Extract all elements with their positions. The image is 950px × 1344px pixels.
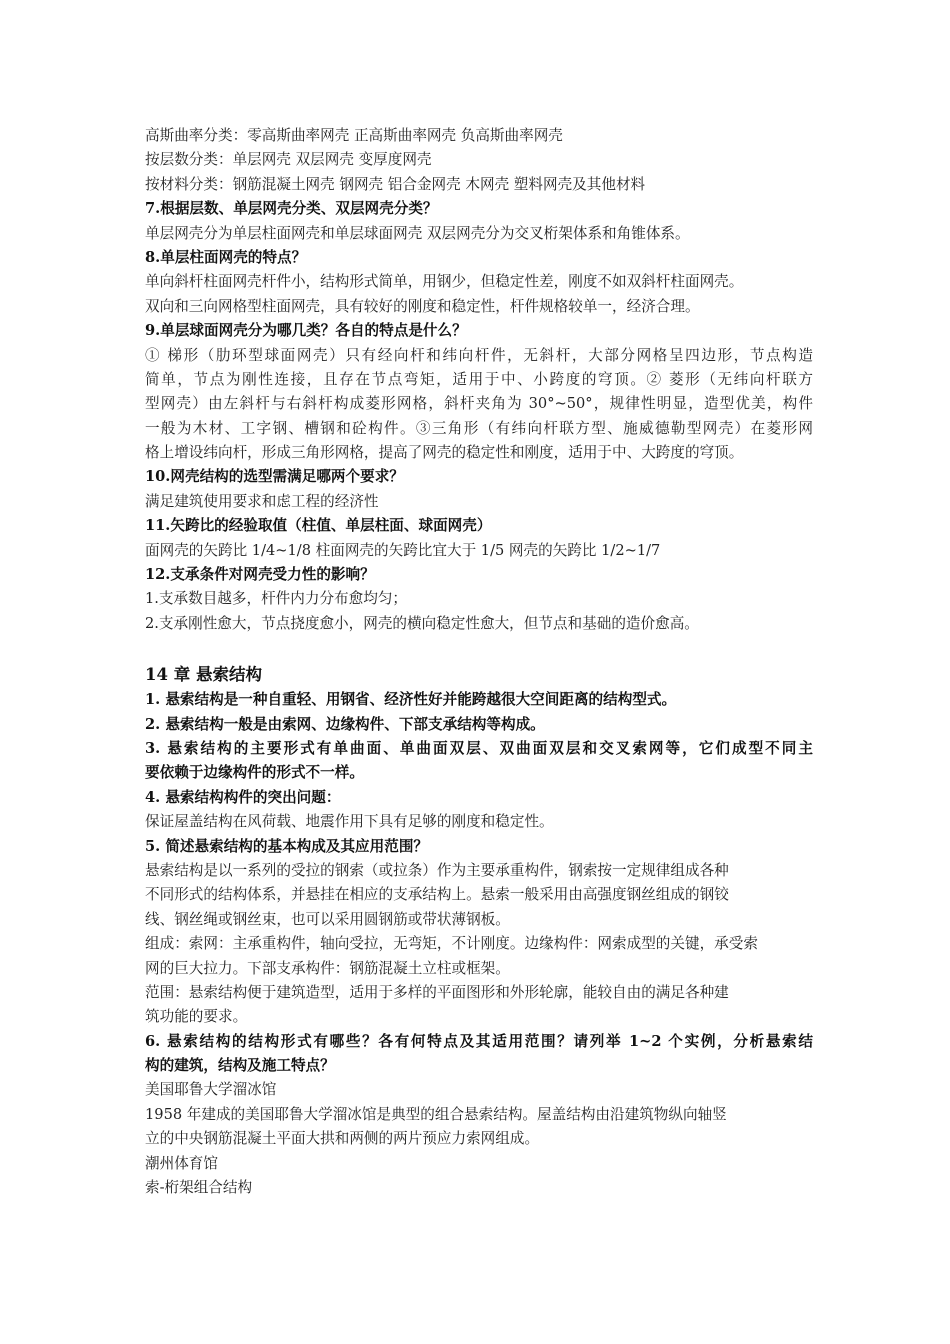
text-line: 立的中央钢筋混凝土平面大拱和两侧的两片预应力索网组成。 xyxy=(145,1130,540,1148)
text-line: 索-桁架组合结构 xyxy=(145,1179,253,1197)
text-line: 2.支承刚性愈大，节点挠度愈小，网壳的横向稳定性愈大，但节点和基础的造价愈高。 xyxy=(145,614,699,632)
text-line: 美国耶鲁大学溜冰馆 xyxy=(145,1081,277,1099)
chapter-title: 14 章 悬索结构 xyxy=(145,665,262,685)
text-line: 按材料分类：钢筋混凝土网壳 钢网壳 铝合金网壳 木网壳 塑料网壳及其他材料 xyxy=(145,175,646,193)
text-line: 高斯曲率分类：零高斯曲率网壳 正高斯曲率网壳 负高斯曲率网壳 xyxy=(145,127,563,144)
question-heading: 8.单层柱面网壳的特点？ xyxy=(145,248,307,266)
question-heading: 7.根据层数、单层网壳分类、双层网壳分类？ xyxy=(145,200,438,218)
text-line: 筑功能的要求。 xyxy=(145,1008,248,1026)
text-line: 满足建筑使用要求和虑工程的经济性 xyxy=(145,492,379,510)
question-heading: 3. 悬索结构的主要形式有单曲面、单曲面双层、双曲面双层和交叉索网等，它们成型不同主 xyxy=(145,739,813,757)
text-line: 单层网壳分为单层柱面网壳和单层球面网壳 双层网壳分为交叉桁架体系和角锥体系。 xyxy=(145,224,690,242)
text-line: 网的巨大拉力。下部支承构件：钢筋混凝土立柱或框架。 xyxy=(145,959,510,977)
question-heading: 12.支承条件对网壳受力性的影响？ xyxy=(145,566,375,584)
text-line: 按层数分类：单层网壳 双层网壳 变厚度网壳 xyxy=(145,151,432,169)
question-heading: 2. 悬索结构一般是由索网、边缘构件、下部支承结构等构成。 xyxy=(145,715,545,733)
section-12 xyxy=(145,563,813,636)
text-line: 型网壳）由左斜杆与右斜杆构成菱形网格，斜杆夹角为 30°~50°，规律性明显，造型优美，构件 xyxy=(145,395,813,413)
question-heading: 10.网壳结构的选型需满足哪两个要求？ xyxy=(145,468,404,486)
section-10 xyxy=(145,465,813,514)
text-line: 1958 年建成的美国耶鲁大学溜冰馆是典型的组合悬索结构。屋盖结构由沿建筑物纵向轴竖 xyxy=(145,1105,727,1123)
document-page xyxy=(145,124,813,1200)
text-line: 双向和三向网格型柱面网壳，具有较好的刚度和稳定性，杆件规格较单一，经济合理。 xyxy=(145,297,700,315)
chapter-14-content xyxy=(145,688,813,1200)
section-7 xyxy=(145,197,813,246)
text-line: 单向斜杆柱面网壳杆件小，结构形式简单，用钢少，但稳定性差，刚度不如双斜杆柱面网壳。 xyxy=(145,273,744,291)
text-line: 范围：悬索结构便于建筑造型，适用于多样的平面图形和外形轮廓，能较自由的满足各种建 xyxy=(145,983,729,1001)
text-line: 格上增设纬向杆，形成三角形网格，提高了网壳的稳定性和刚度，适用于中、大跨度的穹顶。 xyxy=(145,444,744,462)
text-line: 悬索结构是以一系列的受拉的钢索（或拉条）作为主要承重构件，钢索按一定规律组成各种 xyxy=(145,861,729,879)
section-8 xyxy=(145,246,813,319)
text-line: 简单，节点为刚性连接，且存在节点弯矩，适用于中、小跨度的穹顶。② 菱形（无纬向杆联方 xyxy=(145,370,813,388)
question-heading: 5. 简述悬索结构的基本构成及其应用范围？ xyxy=(145,837,429,855)
section-9 xyxy=(145,319,813,465)
question-heading: 9.单层球面网壳分为哪几类？各自的特点是什么？ xyxy=(145,322,467,340)
question-heading: 要依赖于边缘构件的形式不一样。 xyxy=(145,764,364,782)
text-line: 面网壳的矢跨比 1/4~1/8 柱面网壳的矢跨比宜大于 1/5 网壳的矢跨比 1/2~1/7 xyxy=(145,541,661,559)
text-line: 组成：索网：主承重构件，轴向受拉，无弯矩，不计刚度。边缘构件：网索成型的关键，承受索 xyxy=(145,935,758,953)
text-line: 线、钢丝绳或钢丝束，也可以采用圆钢筋或带状薄钢板。 xyxy=(145,910,510,928)
text-line: 一般为木材、工字钢、槽钢和砼构件。③三角形（有纬向杆联方型、施威德勒型网壳）在菱形网 xyxy=(145,419,813,437)
text-line: 1.支承数目越多，杆件内力分布愈均匀； xyxy=(145,590,408,608)
text-line: 不同形式的结构体系，并悬挂在相应的支承结构上。悬索一般采用由高强度钢丝组成的钢铰 xyxy=(145,886,729,904)
text-line: 潮州体育馆 xyxy=(145,1154,218,1172)
question-heading: 6. 悬索结构的结构形式有哪些？各有何特点及其适用范围？请列举 1~2 个实例，分析悬索结 xyxy=(145,1032,813,1050)
spacer xyxy=(145,636,813,661)
question-heading: 11.矢跨比的经验取值（柱值、单层柱面、球面网壳） xyxy=(145,517,492,535)
question-heading: 4. 悬索结构构件的突出问题： xyxy=(145,788,341,806)
text-line: ① 梯形（肋环型球面网壳）只有经向杆和纬向杆件，无斜杆，大部分网格呈四边形，节点构造 xyxy=(145,346,813,364)
question-heading: 1. 悬索结构是一种自重轻、用钢省、经济性好并能跨越很大空间距离的结构型式。 xyxy=(145,691,677,709)
section-11 xyxy=(145,514,813,563)
question-heading: 构的建筑，结构及施工特点？ xyxy=(145,1057,335,1075)
section-0 xyxy=(145,124,813,197)
text-line: 保证屋盖结构在风荷载、地震作用下具有足够的刚度和稳定性。 xyxy=(145,813,554,831)
